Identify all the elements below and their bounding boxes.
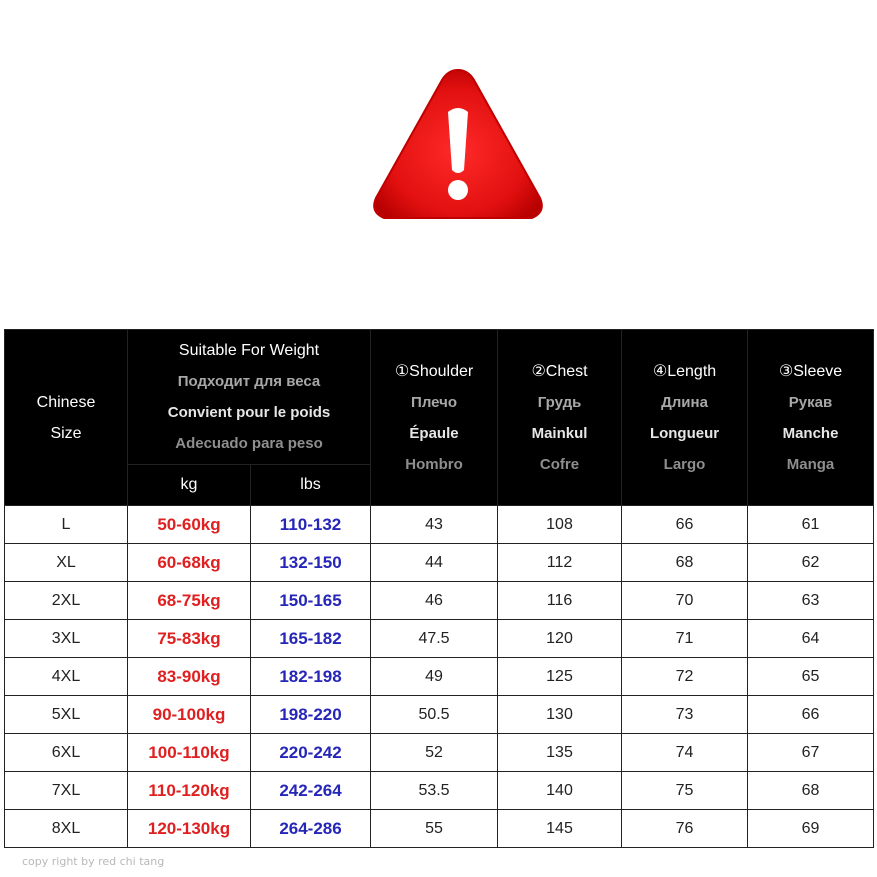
cell-lbs: 150-165: [251, 582, 371, 620]
cell-kg: 100-110kg: [128, 734, 251, 772]
table-row: [5, 582, 874, 620]
cell-sleeve: 64: [748, 620, 874, 658]
cell-kg: 75-83kg: [128, 620, 251, 658]
cell-shoulder: 52: [371, 734, 498, 772]
cell-lbs: 242-264: [251, 772, 371, 810]
table-row: [5, 772, 874, 810]
cell-length: 73: [622, 696, 748, 734]
size-chart-table: [4, 329, 874, 848]
cell-sleeve: 62: [748, 544, 874, 582]
table-row: [5, 620, 874, 658]
cell-length: 75: [622, 772, 748, 810]
table-row: [5, 696, 874, 734]
cell-shoulder: 55: [371, 810, 498, 848]
cell-length: 66: [622, 506, 748, 544]
cell-shoulder: 50.5: [371, 696, 498, 734]
cell-shoulder: 44: [371, 544, 498, 582]
cell-lbs: 110-132: [251, 506, 371, 544]
cell-chest: 140: [498, 772, 622, 810]
cell-sleeve: 66: [748, 696, 874, 734]
cell-shoulder: 53.5: [371, 772, 498, 810]
cell-size: L: [5, 506, 128, 544]
cell-sleeve: 65: [748, 658, 874, 696]
cell-sleeve: 61: [748, 506, 874, 544]
cell-kg: 60-68kg: [128, 544, 251, 582]
cell-size: 8XL: [5, 810, 128, 848]
cell-sleeve: 69: [748, 810, 874, 848]
cell-lbs: 198-220: [251, 696, 371, 734]
cell-kg: 83-90kg: [128, 658, 251, 696]
cell-lbs: 264-286: [251, 810, 371, 848]
cell-sleeve: 63: [748, 582, 874, 620]
header-chest: ②Chest Грудь Mainkul Cofre: [498, 330, 622, 506]
table-row: [5, 810, 874, 848]
table-row: [5, 544, 874, 582]
cell-length: 71: [622, 620, 748, 658]
header-shoulder: ①Shoulder Плечо Épaule Hombro: [371, 330, 498, 506]
cell-kg: 120-130kg: [128, 810, 251, 848]
cell-size: XL: [5, 544, 128, 582]
header-length: ④Length Длина Longueur Largo: [622, 330, 748, 506]
table-row: [5, 658, 874, 696]
header-weight: Suitable For Weight Подходит для веса Convient pour le poids Adecuado para peso: [128, 330, 371, 465]
cell-length: 74: [622, 734, 748, 772]
table-row: [5, 734, 874, 772]
cell-size: 2XL: [5, 582, 128, 620]
cell-chest: 130: [498, 696, 622, 734]
cell-lbs: 132-150: [251, 544, 371, 582]
cell-size: 7XL: [5, 772, 128, 810]
cell-chest: 108: [498, 506, 622, 544]
cell-chest: 125: [498, 658, 622, 696]
cell-size: 3XL: [5, 620, 128, 658]
header-chinese-size: Chinese Size: [5, 330, 128, 506]
cell-shoulder: 43: [371, 506, 498, 544]
cell-chest: 112: [498, 544, 622, 582]
cell-kg: 90-100kg: [128, 696, 251, 734]
cell-lbs: 182-198: [251, 658, 371, 696]
cell-shoulder: 46: [371, 582, 498, 620]
cell-kg: 50-60kg: [128, 506, 251, 544]
header-lbs: lbs: [251, 465, 371, 506]
cell-chest: 135: [498, 734, 622, 772]
cell-size: 6XL: [5, 734, 128, 772]
cell-length: 76: [622, 810, 748, 848]
cell-chest: 120: [498, 620, 622, 658]
header-sleeve: ③Sleeve Рукав Manche Manga: [748, 330, 874, 506]
header-kg: kg: [128, 465, 251, 506]
cell-lbs: 220-242: [251, 734, 371, 772]
cell-size: 4XL: [5, 658, 128, 696]
table-row: [5, 506, 874, 544]
cell-shoulder: 49: [371, 658, 498, 696]
cell-chest: 145: [498, 810, 622, 848]
cell-length: 68: [622, 544, 748, 582]
warning-triangle-icon: [368, 64, 548, 226]
copyright-text: copy right by red chi tang: [22, 855, 165, 868]
cell-shoulder: 47.5: [371, 620, 498, 658]
cell-length: 72: [622, 658, 748, 696]
cell-lbs: 165-182: [251, 620, 371, 658]
cell-sleeve: 67: [748, 734, 874, 772]
cell-length: 70: [622, 582, 748, 620]
cell-kg: 68-75kg: [128, 582, 251, 620]
cell-chest: 116: [498, 582, 622, 620]
cell-sleeve: 68: [748, 772, 874, 810]
cell-kg: 110-120kg: [128, 772, 251, 810]
cell-size: 5XL: [5, 696, 128, 734]
